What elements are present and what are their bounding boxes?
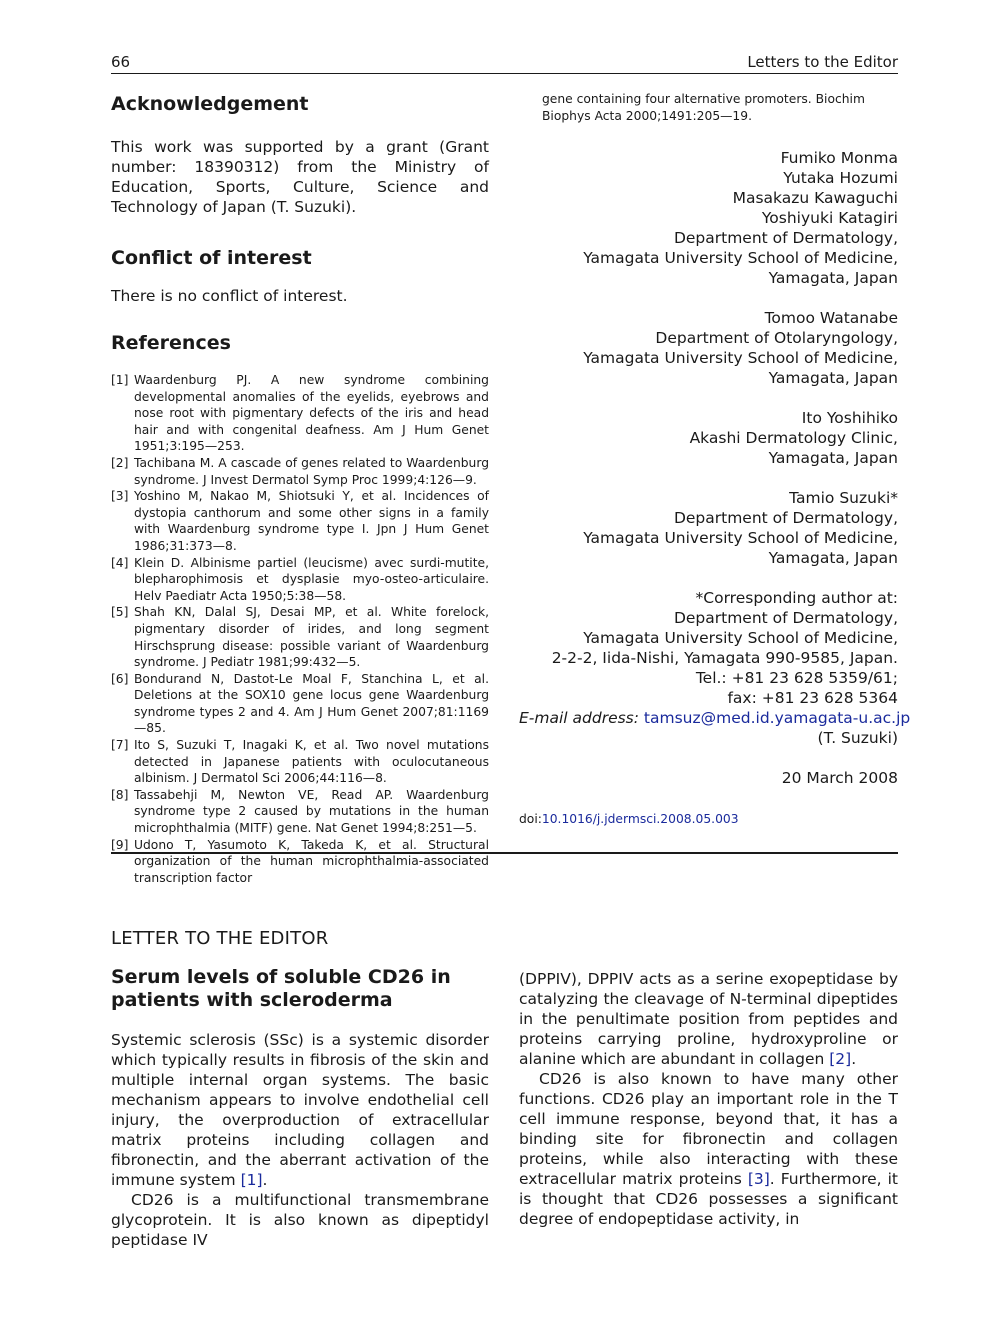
paragraph: (DPPIV), DPPIV acts as a serine exopeptidase by catalyzing the cleavage of N-terminal dipeptides in the penultimate position from peptides and proteins carrying proline, hydroxyproline or alanine which are abundant in collagen [2]. xyxy=(519,970,898,1068)
author-name: Yutaka Hozumi xyxy=(783,169,898,188)
email-label: E-mail address: xyxy=(519,709,639,728)
affiliation-line: Yamagata University School of Medicine, xyxy=(583,529,898,548)
affiliation-line: Yamagata, Japan xyxy=(768,369,898,388)
author-name: Yoshiyuki Katagiri xyxy=(761,209,898,228)
reference-item: [4] Klein D. Albinisme partiel (leucisme) avec surdi-mutite, blepharophimosis et dysplasie myo-osteo-articulaire. Helv Paediatr Acta 1950;5:38—58. xyxy=(111,555,489,603)
acknowledgement-heading: Acknowledgement xyxy=(111,93,309,115)
affiliation-line: Department of Otolaryngology, xyxy=(655,329,898,348)
left-column-bottom xyxy=(111,927,489,1250)
conflict-text: There is no conflict of interest. xyxy=(111,287,348,305)
correspondence-line: Tel.: +81 23 628 5359/61; xyxy=(695,669,898,688)
doi-label: doi: xyxy=(519,812,542,827)
article-separator xyxy=(111,852,898,854)
citation-link[interactable]: [3] xyxy=(747,1170,770,1188)
letter-tag: LETTER TO THE EDITOR xyxy=(111,928,329,949)
reference-item: [7] Ito S, Suzuki T, Inagaki K, et al. Two novel mutations detected in Japanese patients with oculocutaneous albinism. J Dermatol Sci 2006;44:116—8. xyxy=(111,738,489,786)
author-name: Tomoo Watanabe xyxy=(764,309,898,328)
affiliation-line: Department of Dermatology, xyxy=(673,229,898,248)
affiliation-line: Department of Dermatology, xyxy=(673,509,898,528)
email-owner: (T. Suzuki) xyxy=(817,729,898,748)
author-block-4 xyxy=(519,488,898,568)
citation-link[interactable]: [1] xyxy=(240,1171,263,1189)
correspondence-line: Department of Dermatology, xyxy=(673,609,898,628)
paragraph: Systemic sclerosis (SSc) is a systemic disorder which typically results in fibrosis of the skin and multiple internal organ systems. The basic mechanism appears to involve endothelial cell injury, the overproduction of extracellular matrix proteins including collagen and fibronectin, and the aberrant activation of the immune system [1]. xyxy=(111,1031,489,1189)
received-date: 20 March 2008 xyxy=(781,769,898,788)
reference-item: [2] Tachibana M. A cascade of genes related to Waardenburg syndrome. J Invest Dermatol Symp Proc 1999;4:126—9. xyxy=(111,455,489,487)
section-title: Letters to the Editor xyxy=(747,53,898,71)
author-name: Fumiko Monma xyxy=(780,149,898,168)
affiliation-line: Akashi Dermatology Clinic, xyxy=(689,429,898,448)
correspondence-line: Yamagata University School of Medicine, xyxy=(583,629,898,648)
author-name: Tamio Suzuki* xyxy=(789,489,898,508)
affiliation-line: Yamagata, Japan xyxy=(768,449,898,468)
running-header xyxy=(111,53,898,75)
correspondence-line: fax: +81 23 628 5364 xyxy=(727,689,898,708)
correspondence-line: 2-2-2, Iida-Nishi, Yamagata 990-9585, Japan. xyxy=(551,649,898,668)
left-column-top xyxy=(111,91,489,886)
author-name: Ito Yoshihiko xyxy=(801,409,898,428)
affiliation-line: Yamagata University School of Medicine, xyxy=(583,249,898,268)
doi-line xyxy=(519,812,898,826)
header-rule xyxy=(111,73,898,74)
reference-item: [6] Bondurand N, Dastot-Le Moal F, Stanchina L, et al. Deletions at the SOX10 gene locus gene Waardenburg syndrome types 2 and 4. Am J Hum Genet 2007;81:1169—85. xyxy=(111,671,489,736)
reference-item: [5] Shah KN, Dalal SJ, Desai MP, et al. White forelock, pigmentary disorder of irides, and long segment Hirschsprung disease: possible variant of Waardenburg syndrome. J Pediatr 1981;99:432—5. xyxy=(111,605,489,670)
email-line xyxy=(519,708,911,728)
paragraph: CD26 is also known to have many other functions. CD26 play an important role in the T cell immune response, beyond that, it has a binding site for fibronectin and collagen proteins, while also interacting with these extracellular matrix proteins [3]. Furthermore, it is thought that CD26 possesses a significant degree of endopeptidase activity, in xyxy=(519,1070,898,1228)
email-link[interactable]: tamsuz@med.id.yamagata-u.ac.jp xyxy=(643,709,911,728)
article-title: Serum levels of soluble CD26 in patients with scleroderma xyxy=(111,966,451,1011)
reference-continuation: gene containing four alternative promoters. Biochim Biophys Acta 2000;1491:205—19. xyxy=(542,92,865,123)
reference-item: [8] Tassabehji M, Newton VE, Read AP. Waardenburg syndrome type 2 caused by mutations in the human microphthalmia (MITF) gene. Nat Genet 1994;8:251—5. xyxy=(111,787,489,836)
author-block-3 xyxy=(519,408,898,468)
reference-item: [3] Yoshino M, Nakao M, Shiotsuki Y, et al. Incidences of dystopia canthorum and some other signs in a family with Waardenburg syndrome type I. Jpn J Hum Genet 1986;31:373—8. xyxy=(111,489,489,553)
right-column-top xyxy=(519,91,911,838)
author-name: Masakazu Kawaguchi xyxy=(732,189,898,208)
page-number: 66 xyxy=(111,53,131,71)
author-block-2 xyxy=(519,308,898,388)
reference-item: [1] Waardenburg PJ. A new syndrome combining developmental anomalies of the eyelids, eyebrows and nose root with pigmentary defects of the iris and head hair and with congenital deafness. Am J Hum Genet 1951;3:195—253. xyxy=(111,373,489,454)
acknowledgement-text: This work was supported by a grant (Grant number: 18390312) from the Ministry of Education, Sports, Culture, Science and Technology of Japan (T. Suzuki). xyxy=(111,138,489,216)
references-heading: References xyxy=(111,332,231,354)
affiliation-line: Yamagata, Japan xyxy=(768,269,898,288)
author-block-1 xyxy=(519,148,898,288)
citation-link[interactable]: [2] xyxy=(829,1050,852,1068)
affiliation-line: Yamagata University School of Medicine, xyxy=(583,349,898,368)
affiliation-line: Yamagata, Japan xyxy=(768,549,898,568)
conflict-heading: Conflict of interest xyxy=(111,247,312,269)
reference-item: [9] Udono T, Yasumoto K, Takeda K, et al. Structural organization of the human microphthalmia-associated transcription factor xyxy=(111,837,489,885)
correspondence-line: *Corresponding author at: xyxy=(695,589,898,608)
reference-list xyxy=(111,372,489,886)
doi-link[interactable]: 10.1016/j.jdermsci.2008.05.003 xyxy=(541,812,739,827)
correspondence-block xyxy=(519,588,911,788)
right-column-bottom xyxy=(519,969,898,1229)
paragraph: CD26 is a multifunctional transmembrane glycoprotein. It is also known as dipeptidyl peptidase IV xyxy=(111,1191,489,1249)
